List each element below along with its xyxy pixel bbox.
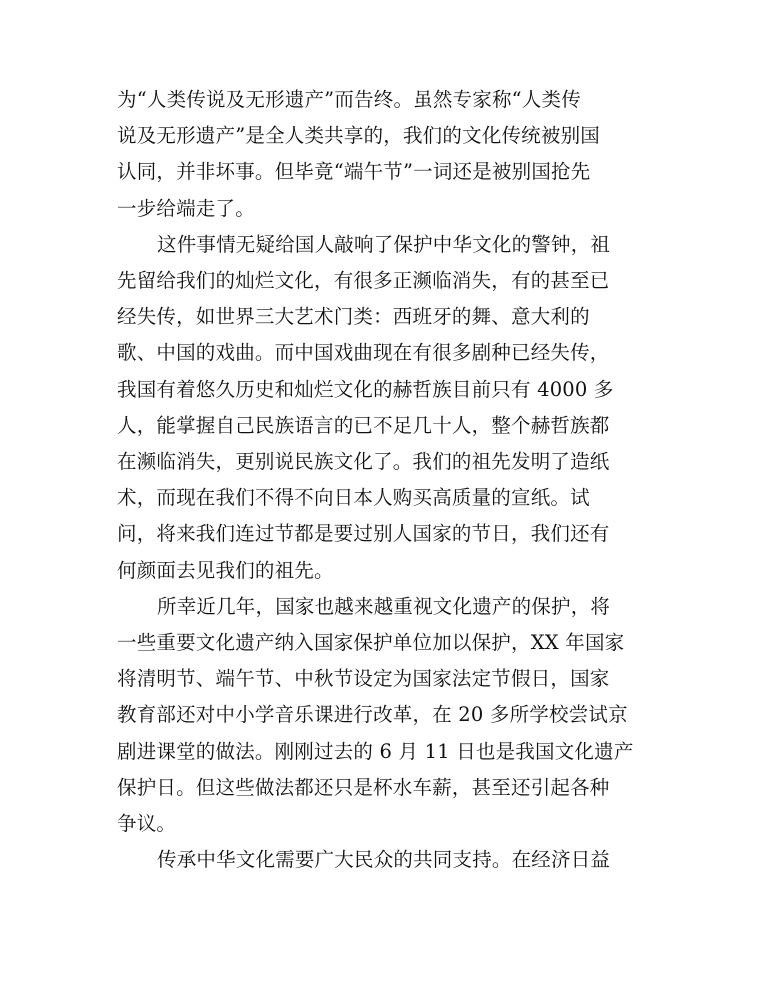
- text-line: 一步给端走了。: [117, 196, 255, 220]
- text-line: 将清明节、端午节、中秋节设定为国家法定节假日，国家: [117, 667, 610, 691]
- paragraph-first-line: 所幸近几年，国家也越来越重视文化遗产的保护，将: [157, 594, 611, 618]
- text-line: 剧进课堂的做法。刚刚过去的 6 月 11 日也是我国文化遗产: [117, 739, 634, 763]
- paragraph-first-line: 这件事情无疑给国人敲响了保护中华文化的警钟，祖: [157, 232, 611, 256]
- text-line: 教育部还对中小学音乐课进行改革，在 20 多所学校尝试京: [117, 703, 628, 727]
- text-line: 一些重要文化遗产纳入国家保护单位加以保护，XX 年国家: [117, 631, 625, 654]
- text-line: 认同，并非坏事。但毕竟“端午节”一词还是被别国抢先: [117, 160, 591, 184]
- text-line: 说及无形遗产”是全人类共享的，我们的文化传统被别国: [117, 124, 600, 148]
- paragraph-first-line: 传承中华文化需要广大民众的共同支持。在经济日益: [157, 848, 611, 872]
- text-line: 先留给我们的灿烂文化，有很多正濒临消失，有的甚至已: [117, 269, 610, 292]
- text-line: 术，而现在我们不得不向日本人购买高质量的宣纸。试: [117, 486, 590, 510]
- text-line: 人，能掌握自己民族语言的已不足几十人，整个赫哲族都: [117, 413, 610, 437]
- text-line: 何颜面去见我们的祖先。: [117, 558, 334, 582]
- text-line: 经失传，如世界三大艺术门类：西班牙的舞、意大利的: [117, 305, 590, 329]
- text-line: 我国有着悠久历史和灿烂文化的赫哲族目前只有 4000 多: [117, 377, 614, 401]
- text-line: 保护日。但这些做法都还只是杯水车薪，甚至还引起各种: [117, 775, 610, 799]
- text-line: 争议。: [117, 812, 177, 835]
- text-line: 为“人类传说及无形遗产”而告终。虽然专家称“人类传: [117, 88, 581, 111]
- text-line: 在濒临消失，更别说民族文化了。我们的祖先发明了造纸: [117, 450, 610, 473]
- text-line: 问，将来我们连过节都是要过别人国家的节日，我们还有: [117, 522, 610, 546]
- text-line: 歌、中国的戏曲。而中国戏曲现在有很多剧种已经失传，: [117, 341, 610, 365]
